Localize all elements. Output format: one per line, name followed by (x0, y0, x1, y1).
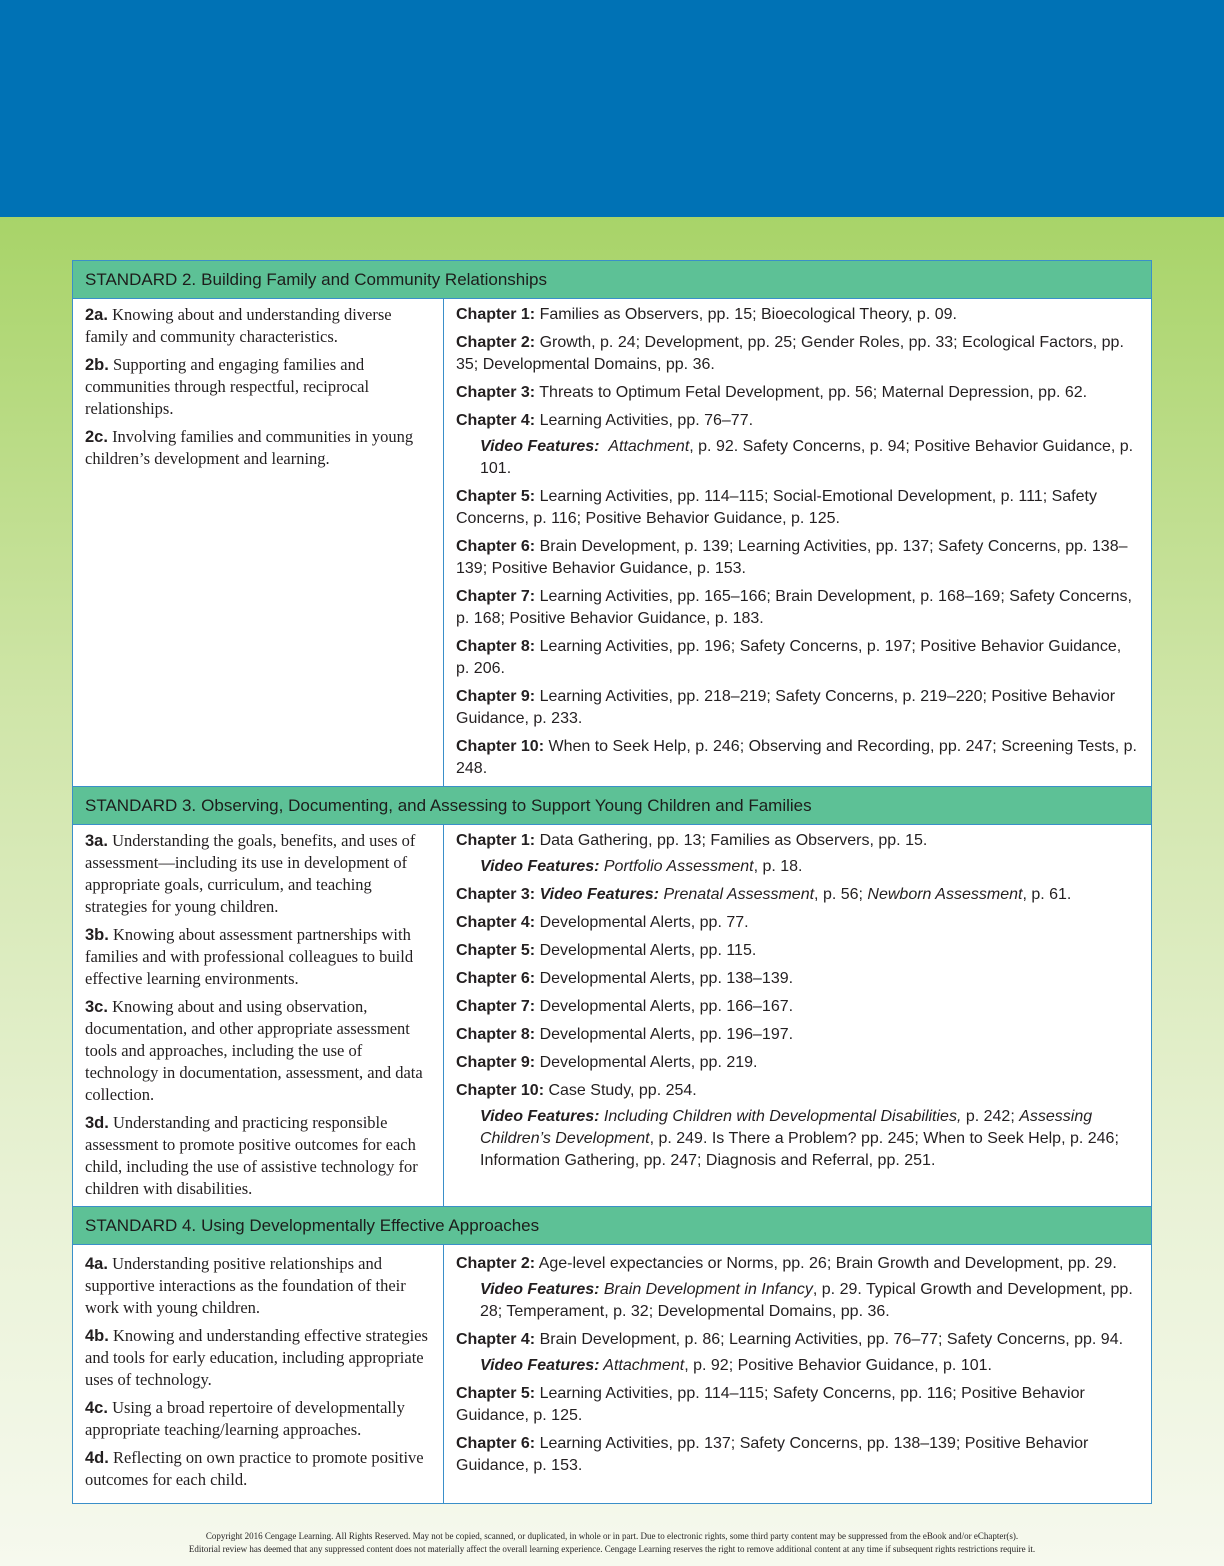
chapter-reference: Chapter 5: Learning Activities, pp. 114–115; Social-Emotional Development, p. 111; Safety Concerns, p. 116; Positive Behavior Guidance, p. 125. (456, 488, 1097, 527)
copyright-line-1: Copyright 2016 Cengage Learning. All Rights Reserved. May not be copied, scanned, or duplicated, in whole or in part. Due to electronic rights, some third party content may be suppressed from the eBook and/or eChapter(s). (205, 1531, 1019, 1541)
standard-2-title: STANDARD 2. (85, 270, 197, 289)
competency-4a: 4a. Understanding positive relationships and supportive interactions as the foundation of their work with young children. (85, 1254, 406, 1317)
competency-3d: 3d. Understanding and practicing responsible assessment to promote positive outcomes for each child, including the use of assistive technology for children with disabilities. (85, 1113, 418, 1198)
chapter-reference: Chapter 7: Developmental Alerts, pp. 166–167. (456, 998, 794, 1015)
standard-4-chapter-references (444, 1245, 1151, 1503)
chapter-reference: Chapter 6: Developmental Alerts, pp. 138–139. (456, 970, 794, 987)
chapter-reference: Chapter 8: Developmental Alerts, pp. 196–197. (456, 1026, 794, 1043)
video-features: Video Features: Brain Development in Infancy, p. 29. Typical Growth and Development, pp. 28; Temperament, p. 32; Developmental Domains, pp. 36. (480, 1281, 1133, 1320)
standard-4-row (73, 1245, 1151, 1503)
copyright-line-2: Editorial review has deemed that any suppressed content does not materially affect the overall learning experience. Cengage Learning reserves the right to remove additional content at any time if subsequent rights restrictions require it. (188, 1544, 1036, 1554)
top-color-band (0, 0, 1224, 217)
video-features: Video Features: Including Children with Developmental Disabilities, p. 242; Assessing Children’s Development, p. 249. Is There a Problem? pp. 245; When to Seek Help, p. 246; Information Gathering, pp. 247; Diagnosis and Referral, pp. 251. (480, 1108, 1119, 1169)
competency-3b: 3b. Knowing about assessment partnerships with families and with professional colleagues to build effective learning environments. (85, 925, 414, 988)
standard-2-chapter-references (444, 299, 1151, 786)
chapter-reference: Chapter 5: Learning Activities, pp. 114–115; Safety Concerns, pp. 116; Positive Behavior Guidance, p. 125. (456, 1385, 1085, 1424)
competency-2a: 2a. Knowing about and understanding diverse family and community characteristics. (85, 305, 392, 346)
chapter-reference: Chapter 4: Learning Activities, pp. 76–77. (456, 412, 754, 429)
chapter-reference: Chapter 5: Developmental Alerts, pp. 115. (456, 942, 757, 959)
competency-4c: 4c. Using a broad repertoire of developmentally appropriate teaching/learning approaches. (85, 1398, 405, 1439)
standard-2-row (73, 299, 1151, 787)
standard-4-name: Using Developmentally Effective Approaches (201, 1216, 540, 1235)
chapter-reference: Chapter 10: Case Study, pp. 254. (456, 1082, 697, 1099)
chapter-reference: Chapter 2: Age-level expectancies or Norms, pp. 26; Brain Growth and Development, pp. 29. (456, 1255, 1117, 1272)
chapter-reference: Chapter 4: Developmental Alerts, pp. 77. (456, 914, 749, 931)
standard-3-title: STANDARD 3. (85, 796, 197, 815)
standard-2-name: Building Family and Community Relationships (201, 270, 547, 289)
competency-4b: 4b. Knowing and understanding effective strategies and tools for early education, including appropriate uses of technology. (85, 1326, 428, 1389)
competency-3a: 3a. Understanding the goals, benefits, and uses of assessment—including its use in development of appropriate goals, curriculum, and teaching strategies for young children. (85, 831, 416, 916)
competency-4d: 4d. Reflecting on own practice to promote positive outcomes for each child. (85, 1448, 424, 1489)
chapter-reference: Chapter 3: Threats to Optimum Fetal Development, pp. 56; Maternal Depression, pp. 62. (456, 384, 1088, 401)
chapter-reference: Chapter 1: Families as Observers, pp. 15; Bioecological Theory, p. 09. (456, 306, 957, 323)
chapter-reference: Chapter 3: Video Features: Prenatal Assessment, p. 56; Newborn Assessment, p. 61. (456, 886, 1072, 903)
chapter-reference: Chapter 2: Growth, p. 24; Development, pp. 25; Gender Roles, pp. 33; Ecological Factors, pp. 35; Developmental Domains, pp. 36. (456, 334, 1124, 373)
video-features: Video Features: Attachment, p. 92; Positive Behavior Guidance, p. 101. (480, 1357, 992, 1374)
standards-table (72, 260, 1152, 1504)
competency-2c: 2c. Involving families and communities in young children’s development and learning. (85, 427, 414, 468)
chapter-reference: Chapter 8: Learning Activities, pp. 196; Safety Concerns, p. 197; Positive Behavior Guidance, p. 206. (456, 638, 1122, 677)
standard-4-header (73, 1207, 1151, 1245)
standard-4-competencies (73, 1245, 444, 1503)
standard-2-competencies (73, 299, 444, 786)
video-features: Video Features: Attachment, p. 92. Safety Concerns, p. 94; Positive Behavior Guidance, p. 101. (480, 438, 1134, 477)
standard-4-title: STANDARD 4. (85, 1216, 197, 1235)
chapter-reference: Chapter 10: When to Seek Help, p. 246; Observing and Recording, pp. 247; Screening Tests, p. 248. (456, 738, 1137, 777)
chapter-reference: Chapter 1: Data Gathering, pp. 13; Families as Observers, pp. 15. (456, 832, 928, 849)
competency-3c: 3c. Knowing about and using observation, documentation, and other appropriate assessment tools and approaches, including the use of technology in documentation, assessment, and data collection. (85, 997, 423, 1104)
chapter-reference: Chapter 7: Learning Activities, pp. 165–166; Brain Development, p. 168–169; Safety Concerns, p. 168; Positive Behavior Guidance, p. 183. (456, 588, 1132, 627)
standard-3-chapter-references (444, 825, 1151, 1206)
copyright-footer (0, 1530, 1224, 1556)
chapter-reference: Chapter 6: Brain Development, p. 139; Learning Activities, pp. 137; Safety Concerns, pp. 138–139; Positive Behavior Guidance, p. 153. (456, 538, 1128, 577)
standard-2-header (73, 261, 1151, 299)
standard-3-name: Observing, Documenting, and Assessing to Support Young Children and Families (201, 796, 812, 815)
video-features: Video Features: Portfolio Assessment, p. 18. (480, 858, 803, 875)
chapter-reference: Chapter 9: Learning Activities, pp. 218–219; Safety Concerns, p. 219–220; Positive Behavior Guidance, p. 233. (456, 688, 1116, 727)
chapter-reference: Chapter 9: Developmental Alerts, pp. 219. (456, 1054, 758, 1071)
standard-3-competencies (73, 825, 444, 1206)
competency-2b: 2b. Supporting and engaging families and communities through respectful, reciprocal relationships. (85, 355, 370, 418)
standard-3-row (73, 825, 1151, 1207)
standard-3-header (73, 787, 1151, 825)
chapter-reference: Chapter 4: Brain Development, p. 86; Learning Activities, pp. 76–77; Safety Concerns, pp. 94. (456, 1331, 1124, 1348)
chapter-reference: Chapter 6: Learning Activities, pp. 137; Safety Concerns, pp. 138–139; Positive Behavior Guidance, p. 153. (456, 1435, 1089, 1474)
